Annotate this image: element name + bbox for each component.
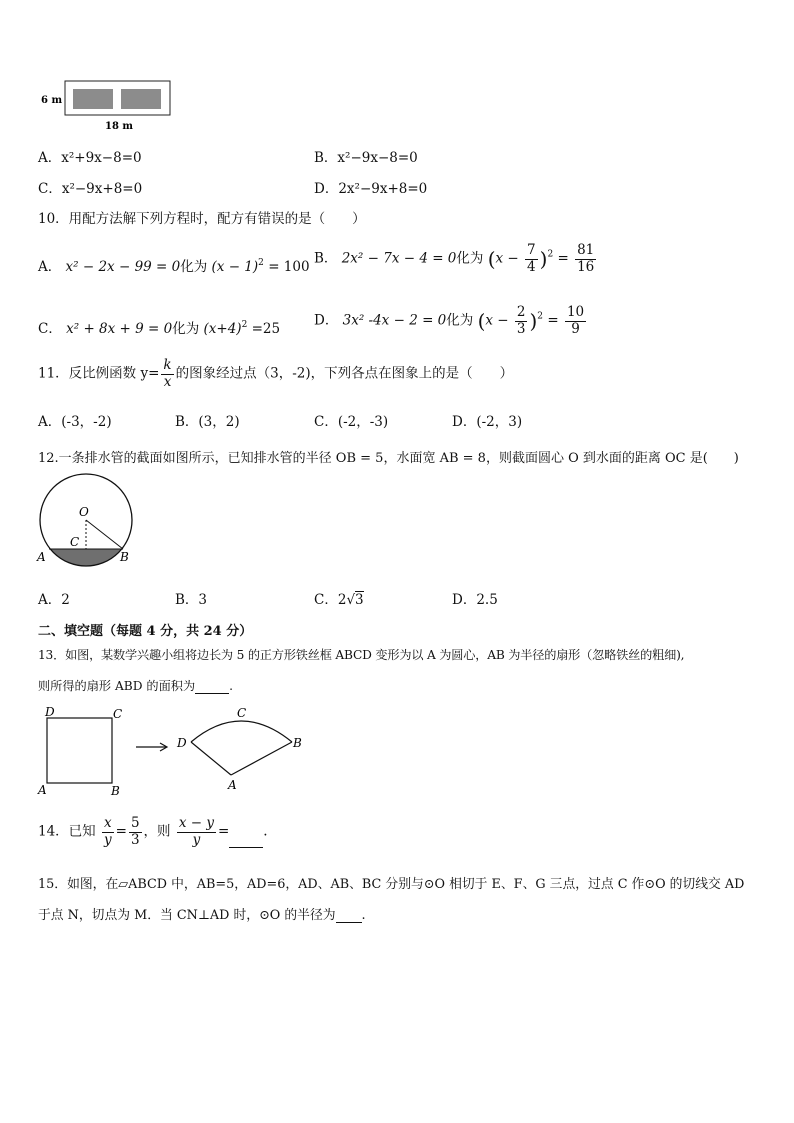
q14-line: 14．已知 $\frac{x}{y}$ = $\frac{5}{3}$ ，则 $\frac{x - y}{y}$ = . bbox=[38, 815, 268, 848]
height-label: 6 m bbox=[41, 95, 63, 106]
label-c: C bbox=[70, 535, 80, 549]
sector-label-b: B bbox=[293, 736, 302, 750]
q13-line2: 则所得的扇形 ABD 的面积为 . bbox=[38, 679, 234, 693]
q14-answer-blank[interactable] bbox=[229, 833, 263, 848]
q10-b-result: $\frac{81}{16}$ bbox=[577, 242, 595, 275]
sqrt-symbol: √ bbox=[346, 592, 356, 608]
section-heading: 二、填空题（每题 4 分，共 24 分） bbox=[38, 624, 253, 639]
sector-label-a: A bbox=[228, 778, 237, 792]
sector-radius-ad bbox=[191, 742, 231, 775]
q10-option-b: B． 2x² − 7x − 4 = 0化为 (x − $\frac{7}{4}$ )$^2$ = $\frac{81}{16}$ bbox=[314, 242, 595, 275]
square-to-sector-diagram bbox=[34, 703, 314, 798]
q9-option-d: D．2x²−9x+8=0 bbox=[314, 181, 428, 197]
garden-plot-left bbox=[73, 89, 113, 109]
q10-option-a: A． x² − 2x − 99 = 0化为 $(x - 1)^2 = 100$ bbox=[38, 258, 310, 275]
q15-answer-blank[interactable] bbox=[336, 908, 362, 923]
garden-diagram bbox=[38, 78, 178, 134]
square-label-b: B bbox=[111, 784, 120, 798]
q14-fraction-xy: $\frac{x}{y}$ bbox=[103, 815, 112, 848]
q11-stem: 11．反比例函数 y= $\frac{k}{x}$ 的图象经过点（3，-2)，下列各点在图象上的是（ ） bbox=[38, 357, 514, 390]
q9-option-c: C．x²−9x+8=0 bbox=[38, 181, 143, 197]
q12-option-a: A．2 bbox=[38, 592, 70, 608]
q12-stem: 12.一条排水管的截面如图所示，已知排水管的半径 OB = 5，水面宽 AB = 8，则截面圆心 O 到水面的距离 OC 是( ) bbox=[38, 451, 739, 466]
q12-option-c: C．2√3 bbox=[314, 592, 364, 608]
q15-line1: 15．如图，在▱ABCD 中，AB=5，AD=6，AD、AB、BC 分别与⊙O 相切于 E、F、G 三点，过点 C 作⊙O 的切线交 AD bbox=[38, 877, 745, 892]
q13-figure bbox=[34, 703, 314, 798]
q10-option-c: C． x² + 8x + 9 = 0化为 $(x+4)^2 =25$ bbox=[38, 320, 281, 337]
q14-fraction-target: $\frac{x - y}{y}$ bbox=[178, 815, 214, 848]
label-o: O bbox=[79, 505, 89, 519]
q10-b-fraction: $\frac{7}{4}$ bbox=[527, 242, 536, 275]
q15-line2: 于点 N，切点为 M．当 CN⊥AD 时，⊙O 的半径为 . bbox=[38, 908, 366, 923]
q14-fraction-53: $\frac{5}{3}$ bbox=[130, 815, 140, 848]
q9-option-a: A．x²+9x−8=0 bbox=[38, 150, 142, 166]
sector-radius-ab bbox=[231, 742, 292, 775]
q11-option-b: B．(3，2) bbox=[175, 414, 240, 430]
q11-option-c: C．(-2，-3) bbox=[314, 414, 389, 430]
q10-stem: 10．用配方法解下列方程时，配方有错误的是（ ） bbox=[38, 211, 366, 227]
square-abcd bbox=[47, 718, 112, 783]
q13-line1: 13．如图，某数学兴趣小组将边长为 5 的正方形铁丝框 ABCD 变形为以 A 为圆心，AB 为半径的扇形（忽略铁丝的粗细), bbox=[38, 648, 685, 662]
radius-ob bbox=[86, 520, 123, 549]
q11-fraction: $\frac{k}{x}$ bbox=[163, 357, 172, 390]
q11-option-d: D．(-2，3) bbox=[452, 414, 523, 430]
q9-figure bbox=[38, 78, 178, 134]
pipe-cross-section bbox=[34, 468, 139, 568]
q9-option-b: B．x²−9x−8=0 bbox=[314, 150, 418, 166]
q13-answer-blank[interactable] bbox=[195, 679, 229, 694]
square-label-d: D bbox=[45, 705, 55, 719]
garden-plot-right bbox=[121, 89, 161, 109]
q10-d-result: $\frac{10}{9}$ bbox=[566, 304, 585, 337]
q12-option-d: D．2.5 bbox=[452, 592, 498, 608]
q12-option-b: B．3 bbox=[175, 592, 208, 608]
q10-option-d: D． 3x² -4x − 2 = 0化为 (x − $\frac{2}{3}$ )$^2$ = $\frac{10}{9}$ bbox=[314, 304, 585, 337]
label-a: A bbox=[37, 550, 46, 564]
width-label: 18 m bbox=[105, 121, 133, 132]
sector-label-d: D bbox=[177, 736, 187, 750]
square-label-c: C bbox=[113, 707, 123, 721]
sector-label-c: C bbox=[237, 706, 247, 720]
q10-d-fraction: $\frac{2}{3}$ bbox=[516, 304, 526, 337]
q12-figure bbox=[34, 468, 139, 568]
q11-option-a: A．(-3，-2) bbox=[38, 414, 112, 430]
square-label-a: A bbox=[38, 783, 47, 797]
label-b: B bbox=[120, 550, 129, 564]
sector-arc bbox=[191, 721, 292, 742]
